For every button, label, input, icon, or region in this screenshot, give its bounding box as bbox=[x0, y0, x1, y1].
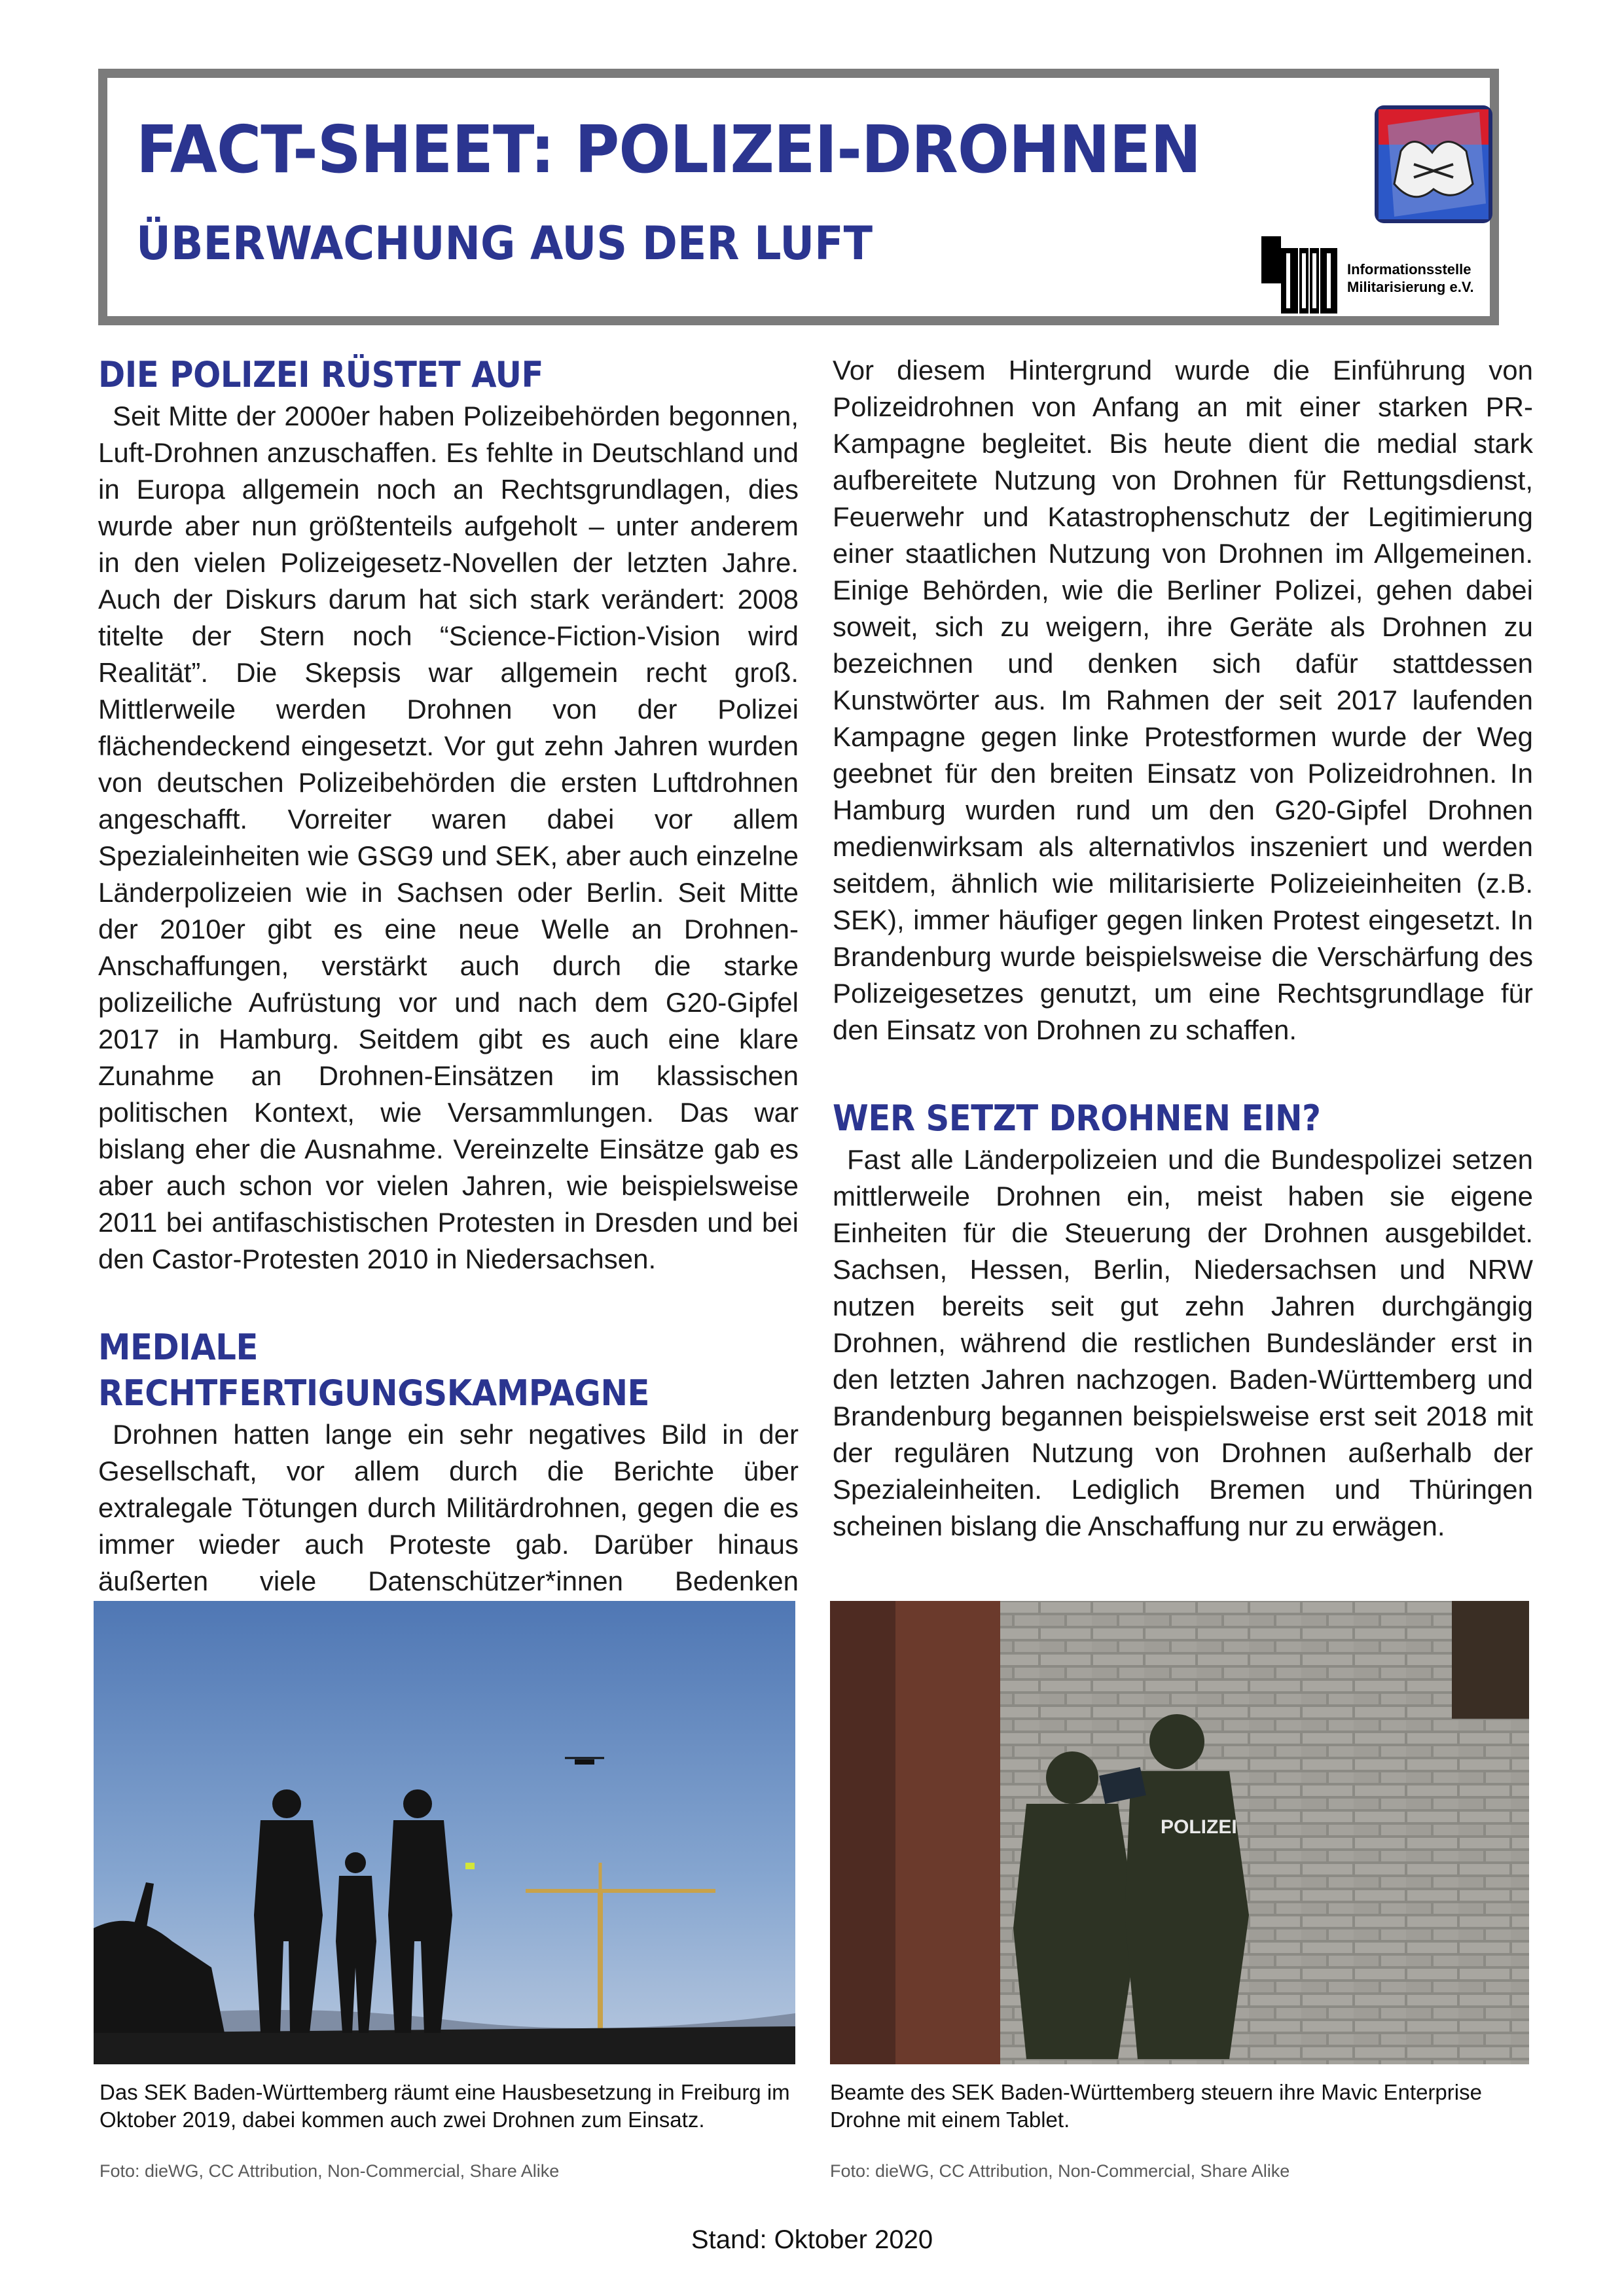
imi-org-logo bbox=[1261, 236, 1490, 315]
imi-emblem-logo bbox=[1375, 105, 1492, 223]
page-title: FACT-SHEET: POLIZEI-DROHNEN bbox=[136, 111, 1201, 188]
section-text-polizei-ruestet-auf: Seit Mitte der 2000er haben Polizeibehörden begonnen, Luft-Drohnen anzuschaffen. Es fehlte in Deutschland und in Europa allgemein noch an Rechtsgrundlagen, dies wurde aber nun größtenteils aufgeholt – unter anderem in den vielen Polizeigesetz-Novellen der letzten Jahre. Auch der Diskurs darum hat sich stark verändert: 2008 titelte der Stern noch “Science-Fiction-Vision wird Realität”. Die Skepsis war allgemein recht groß. Mittlerweile werden Drohnen von der Polizei flächendeckend eingesetzt. Vor gut zehn Jahren wurden von deutschen Polizeibehörden die ersten Luftdrohnen angeschafft. Vorreiter waren dabei vor allem Spezialeinheiten wie GSG9 und SEK, aber auch einzelne Länderpolizeien wie in Sachsen oder Berlin. Seit Mitte der 2010er gibt es eine neue Welle an Drohnen-Anschaffungen, verstärkt auch durch die starke polizeiliche Aufrüstung vor und nach dem G20-Gipfel 2017 in Hamburg. Seitdem gibt es auch eine klare Zunahme an Drohnen-Einsätzen im klassischen politischen Kontext, wie Versammlungen. Das war bislang eher die Ausnahme. Vereinzelte Einsätze gab es aber auch schon vor vielen Jahren, wie beispielsweise 2011 bei antifaschistischen Protesten in Dresden und bei den Castor-Protesten 2010 in Niedersachsen. bbox=[98, 401, 799, 1274]
photo-sek-freiburg bbox=[94, 1601, 795, 2064]
section-heading-mediale-kampagne: MEDIALE RECHTFERTIGUNGSKAMPAGNE bbox=[98, 1327, 650, 1414]
header-box bbox=[98, 69, 1499, 325]
section-text-wer-setzt-drohnen-ein: Fast alle Länderpolizeien und die Bundespolizei setzen mittlerweile Drohnen ein, meist haben sie eigene Einheiten für die Steuerung der Drohnen ausgebildet. Sachsen, Hessen, Berlin, Niedersachsen und NRW nutzen bereits seit gut zehn Jahren durchgängig Drohnen, während die restlichen Bundesländer erst in den letzten Jahren nachzogen. Baden-Württemberg und Brandenburg begannen beispielsweise erst seit 2018 mit der regulären Nutzung von Drohnen außerhalb der Spezialeinheiten. Lediglich Bremen und Thüringen scheinen bislang die Anschaffung nur zu erwägen. bbox=[833, 1144, 1533, 1541]
caption-right: Beamte des SEK Baden-Württemberg steuern ihre Mavic Enterprise Drohne mit einem Tablet. bbox=[830, 2080, 1482, 2132]
footer-stand-date: Stand: Oktober 2020 bbox=[691, 2225, 933, 2254]
section-heading-wer-setzt-drohnen-ein: WER SETZT DROHNEN EIN? bbox=[833, 1098, 1321, 1139]
page-subtitle: ÜBERWACHUNG AUS DER LUFT bbox=[136, 217, 873, 270]
credit-left: Foto: dieWG, CC Attribution, Non-Commercial, Share Alike bbox=[99, 2161, 560, 2181]
credit-right: Foto: dieWG, CC Attribution, Non-Commercial, Share Alike bbox=[830, 2161, 1290, 2181]
section-text-mediale-kampagne: Drohnen hatten lange ein sehr negatives Bild in der Gesellschaft, vor allem durch die Berichte über extralegale Tötungen durch Militärdrohnen, gegen die es immer wieder auch Proteste gab. Darüber hinaus äußerten viele Datenschützer*innen Bedenken bbox=[98, 1419, 799, 1596]
org-name-line-1: Informationsstelle bbox=[1347, 261, 1471, 278]
imi-org-name bbox=[1347, 260, 1474, 296]
section-text-mediale-kampagne-continued: Vor diesem Hintergrund wurde die Einführung von Polizeidrohnen von Anfang an mit einer starken PR-Kampagne begleitet. Bis heute dient die medial stark aufbereitete Nutzung von Drohnen für Rettungsdienst, Feuerwehr und Katastrophenschutz der Legitimierung einer staatlichen Nutzung von Drohnen im Allgemeinen. Einige Behörden, wie die Berliner Polizei, gehen dabei soweit, sich zu weigern, ihre Geräte als Drohnen zu bezeichnen und denken sich dafür stattdessen Kunstwörter aus. Im Rahmen der seit 2017 laufenden Kampagne gegen linke Protestformen wurde der Weg geebnet für den breiten Einsatz von Polizeidrohnen. In Hamburg wurden rund um den G20-Gipfel Drohnen medienwirksam als alternativlos inszeniert und werden seitdem, ähnlich wie militarisierte Polizeieinheiten (z.B. SEK), immer häufiger gegen linken Protest eingesetzt. In Brandenburg wurde beispielsweise die Verschärfung des Polizeigesetzes genutzt, um eine Rechtsgrundlage für den Einsatz von Drohnen zu schaffen. bbox=[833, 355, 1533, 1045]
caption-left: Das SEK Baden-Württemberg räumt eine Hausbesetzung in Freiburg im Oktober 2019, dabei kommen auch zwei Drohnen zum Einsatz. bbox=[99, 2080, 790, 2132]
right-column bbox=[833, 352, 1533, 1545]
polizei-vest-label: POLIZEI bbox=[1161, 1816, 1237, 1838]
left-column bbox=[98, 352, 799, 1636]
org-name-line-2: Militarisierung e.V. bbox=[1347, 279, 1474, 295]
photo-sek-tablet bbox=[830, 1601, 1529, 2064]
section-heading-polizei-ruestet-auf: DIE POLIZEI RÜSTET AUF bbox=[98, 354, 543, 395]
